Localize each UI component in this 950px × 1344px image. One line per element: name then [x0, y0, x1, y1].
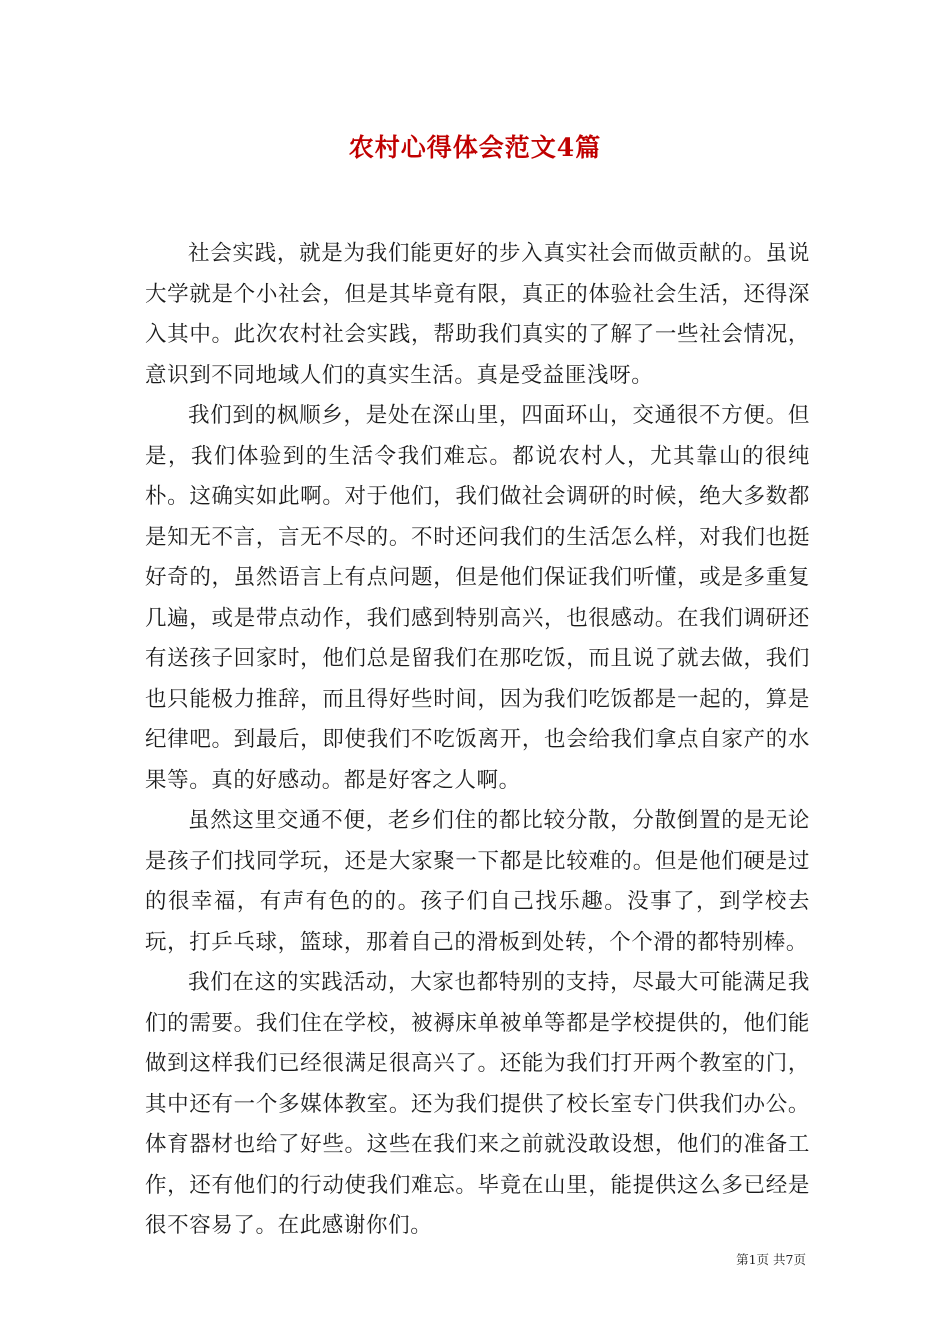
document-body [145, 234, 810, 1247]
document-title: 农村心得体会范文4篇 [348, 133, 602, 162]
paragraph: 我们在这的实践活动，大家也都特别的支持，尽最大可能满足我们的需要。我们住在学校，被褥床单被单等都是学校提供的，他们能做到这样我们已经很满足很高兴了。还能为我们打开两个教室的门，其中还有一个多媒体教室。还为我们提供了校长室专门供我们办公。体育器材也给了好些。这些在我们来之前就没敢设想，他们的准备工作，还有他们的行动使我们难忘。毕竟在山里，能提供这么多已经是很不容易了。在此感谢你们。 [145, 970, 810, 1238]
paragraph: 虽然这里交通不便，老乡们住的都比较分散，分散倒置的是无论是孩子们找同学玩，还是大家聚一下都是比较难的。但是他们硬是过的很幸福，有声有色的的。孩子们自己找乐趣。没事了，到学校去玩，打乒乓球，篮球，那着自己的滑板到处转，个个滑的都特别棒。 [145, 808, 810, 955]
paragraph: 社会实践，就是为我们能更好的步入真实社会而做贡献的。虽说大学就是个小社会，但是其毕竟有限，真正的体验社会生活，还得深入其中。此次农村社会实践，帮助我们真实的了解了一些社会情况，意识到不同地域人们的真实生活。真是受益匪浅呀。 [145, 241, 810, 388]
paragraph: 我们到的枫顺乡，是处在深山里，四面环山，交通很不方便。但是，我们体验到的生活令我们难忘。都说农村人，尤其靠山的很纯朴。这确实如此啊。对于他们，我们做社会调研的时候，绝大多数都是知无不言，言无不尽的。不时还问我们的生活怎么样，对我们也挺好奇的，虽然语言上有点问题，但是他们保证我们听懂，或是多重复几遍，或是带点动作，我们感到特别高兴，也很感动。在我们调研还有送孩子回家时，他们总是留我们在那吃饭，而且说了就去做，我们也只能极力推辞，而且得好些时间，因为我们吃饭都是一起的，算是纪律吧。到最后，即使我们不吃饭离开，也会给我们拿点自家产的水果等。真的好感动。都是好客之人啊。 [145, 403, 810, 793]
page-number-footer: 第1页 共7页 [736, 1252, 806, 1267]
